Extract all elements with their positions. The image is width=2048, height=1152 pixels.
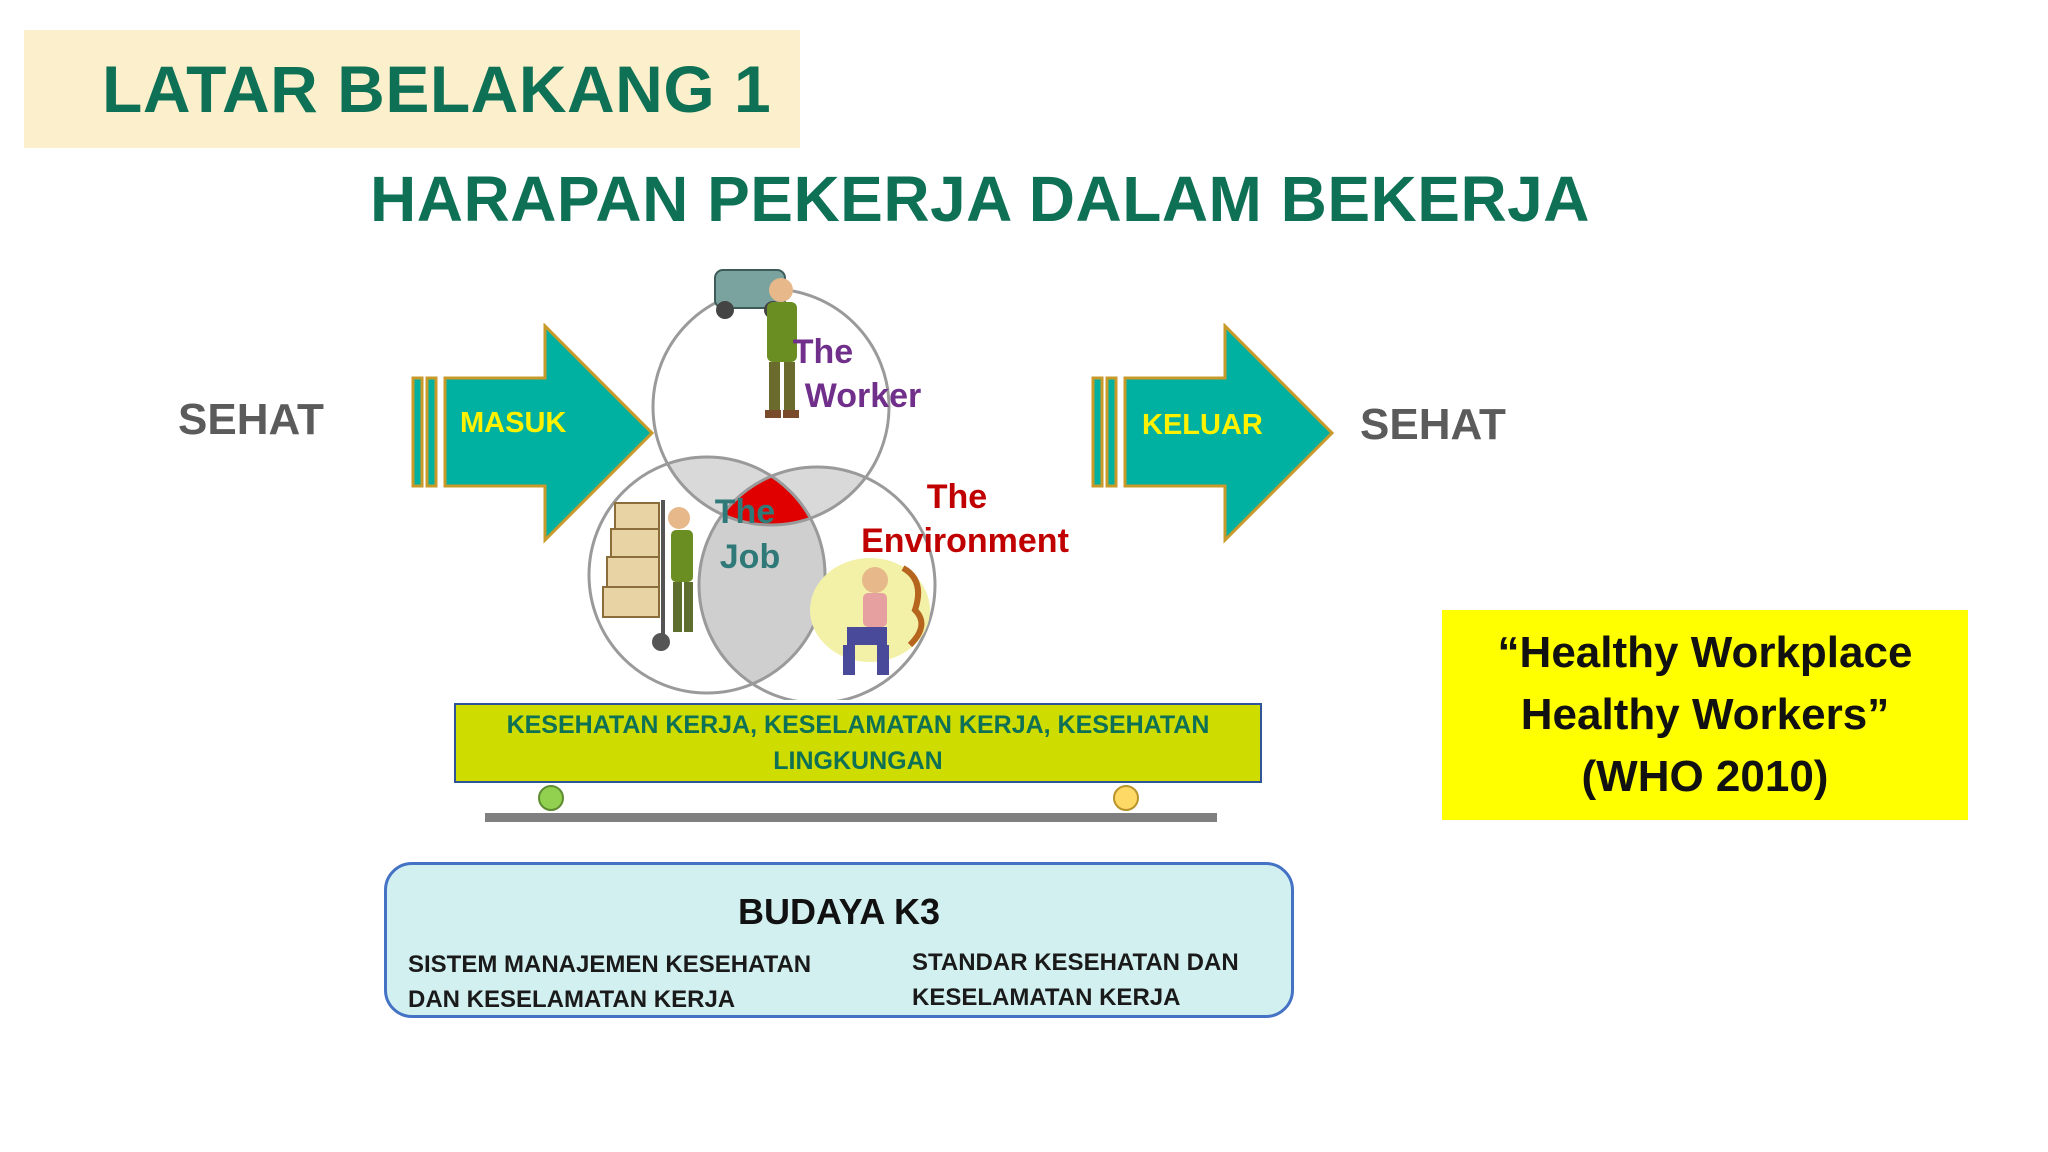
worker-label-the: The [792,333,854,371]
who-quote-box [1442,610,1968,820]
section-badge [24,30,800,148]
platform-wheel-left [538,785,564,811]
quote-line-3: (WHO 2010) [1581,752,1829,801]
job-label-name: Job [719,538,781,576]
job-illustration [603,500,693,651]
worker-label-name: Worker [804,377,922,415]
worker-illustration [715,270,799,418]
sehat-left-label: SEHAT [178,395,324,444]
quote-line-1: “Healthy Workplace [1497,628,1913,677]
masuk-label: MASUK [460,407,567,439]
budaya-right-text: STANDAR KESEHATAN DAN KESELAMATAN KERJA [912,949,1239,1011]
keluar-label: KELUAR [1142,409,1263,441]
budaya-k3-box [384,862,1294,1018]
job-label-the: The [714,493,776,531]
venn-diagram [585,250,1125,700]
badge-title: LATAR BELAKANG 1 [102,52,772,126]
k3-platform [454,703,1262,783]
page-subtitle: HARAPAN PEKERJA DALAM BEKERJA [370,163,1590,235]
platform-wheel-right [1113,785,1139,811]
budaya-left-text: SISTEM MANAJEMEN KESEHATAN DAN KESELAMATAN KERJA [408,951,812,1013]
environment-label-name: Environment [861,522,1069,560]
sehat-right-label: SEHAT [1360,400,1506,449]
platform-text: KESEHATAN KERJA, KESELAMATAN KERJA, KESEHATAN LINGKUNGAN [506,711,1210,775]
platform-rail [485,813,1217,822]
quote-line-2: Healthy Workers” [1520,690,1890,739]
budaya-title: BUDAYA K3 [737,891,941,932]
environment-label-the: The [926,478,988,516]
